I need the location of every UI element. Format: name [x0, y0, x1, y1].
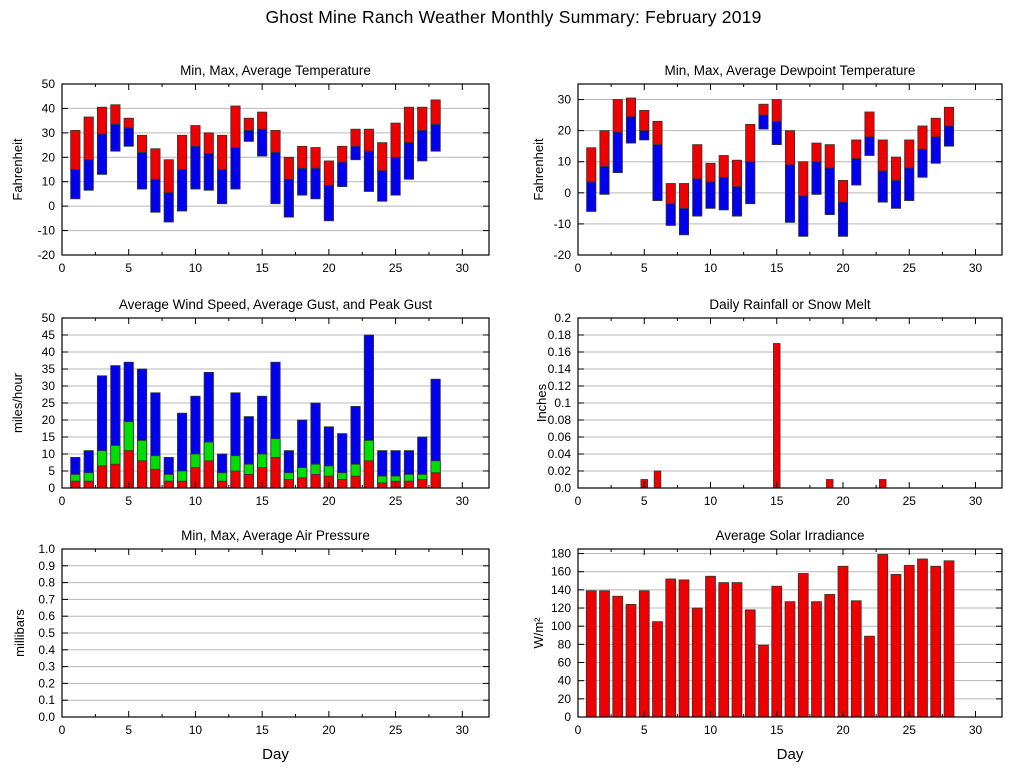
- y-tick-label: 20: [557, 691, 571, 706]
- x-tick-label: 15: [255, 261, 269, 275]
- solar-bar-day-2: [600, 591, 610, 717]
- y-tick-label: 0.18: [547, 328, 571, 342]
- y-tick-label: 30: [41, 125, 55, 140]
- temperature-avgmax-bar-day-24: [378, 143, 387, 171]
- chart-dewpoint: [513, 40, 1027, 290]
- solar-bar-day-27: [931, 566, 941, 717]
- y-tick-label: 0.4: [38, 642, 55, 657]
- dewpoint-avgmax-bar-day-17: [799, 162, 808, 196]
- x-tick-label: 20: [836, 723, 850, 737]
- wind-red-bar-day-23: [364, 461, 373, 488]
- temperature-avgmax-bar-day-21: [338, 146, 347, 162]
- solar-bar-day-24: [891, 574, 901, 717]
- dewpoint-minavg-bar-day-13: [746, 162, 755, 204]
- temperature-avgmax-bar-day-9: [177, 135, 186, 169]
- dewpoint-avgmax-bar-day-1: [587, 148, 596, 182]
- dewpoint-avgmax-bar-day-12: [732, 160, 741, 186]
- dewpoint-avgmax-bar-day-2: [600, 131, 609, 167]
- solar-bar-day-9: [692, 608, 702, 717]
- dewpoint-avgmax-bar-day-11: [719, 156, 728, 178]
- dewpoint-minavg-bar-day-11: [719, 177, 728, 210]
- solar-bar-day-8: [679, 580, 689, 717]
- temperature-avgmax-bar-day-11: [204, 133, 213, 154]
- chart-temperature: [0, 40, 513, 290]
- dewpoint-avgmax-bar-day-14: [759, 104, 768, 115]
- solar-bar-day-6: [653, 622, 663, 717]
- temperature-minavg-bar-day-23: [364, 151, 373, 191]
- y-tick-label: 20: [41, 150, 55, 165]
- x-tick-label: 5: [640, 494, 648, 508]
- temperature-avgmax-bar-day-3: [97, 107, 106, 134]
- temperature-avgmax-bar-day-15: [257, 112, 266, 129]
- solar-bar-day-20: [838, 566, 848, 717]
- dewpoint-minavg-bar-day-26: [918, 149, 927, 177]
- temperature-minavg-bar-day-19: [311, 168, 320, 199]
- x-tick-label: 30: [455, 261, 469, 275]
- wind-red-bar-day-24: [378, 483, 387, 488]
- temperature-avgmax-bar-day-5: [124, 118, 133, 128]
- y-tick-label: 0.2: [554, 311, 571, 325]
- y-tick-label: 0.1: [554, 396, 571, 410]
- wind-plot: [0, 278, 513, 518]
- wind-red-bar-day-27: [418, 480, 427, 489]
- y-axis-label: miles/hour: [10, 373, 25, 433]
- x-tick-label: 20: [322, 723, 336, 737]
- y-tick-label: 80: [557, 637, 571, 652]
- y-tick-label: 60: [557, 655, 571, 670]
- y-tick-label: -20: [553, 248, 571, 262]
- dewpoint-plot: [513, 40, 1027, 285]
- wind-red-bar-day-7: [151, 469, 160, 488]
- x-tick-label: 20: [322, 494, 336, 508]
- solar-bar-day-22: [865, 636, 875, 717]
- y-tick-label: 30: [41, 379, 55, 393]
- y-axis-label: Fahrenheit: [531, 138, 546, 201]
- x-tick-label: 15: [255, 723, 269, 737]
- dewpoint-avgmax-bar-day-28: [944, 107, 953, 126]
- chart-title: Min, Max, Average Dewpoint Temperature: [664, 63, 916, 78]
- dewpoint-minavg-bar-day-22: [865, 137, 874, 156]
- solar-bar-day-18: [812, 602, 822, 717]
- temperature-avgmax-bar-day-1: [71, 130, 80, 169]
- y-axis-label: Inches: [534, 383, 549, 423]
- y-tick-label: 40: [41, 345, 55, 359]
- wind-red-bar-day-16: [271, 457, 280, 488]
- y-tick-label: 15: [41, 430, 55, 444]
- y-tick-label: 160: [550, 564, 571, 579]
- solar-bar-day-19: [825, 594, 835, 717]
- wind-red-bar-day-26: [404, 481, 413, 488]
- y-tick-label: 10: [557, 154, 571, 169]
- x-tick-label: 20: [322, 261, 336, 275]
- wind-red-bar-day-18: [298, 478, 307, 488]
- x-tick-label: 5: [640, 261, 648, 275]
- dewpoint-avgmax-bar-day-26: [918, 126, 927, 149]
- dewpoint-minavg-bar-day-12: [732, 187, 741, 217]
- x-tick-label: 10: [703, 261, 718, 275]
- y-tick-label: 0: [564, 710, 571, 724]
- temperature-minavg-bar-day-4: [111, 124, 120, 151]
- y-tick-label: 0: [48, 481, 55, 495]
- temperature-avgmax-bar-day-27: [418, 107, 427, 130]
- chart-title: Average Wind Speed, Average Gust, and Peak Gust: [118, 297, 433, 312]
- x-tick-label: 0: [58, 261, 66, 275]
- dewpoint-avgmax-bar-day-6: [653, 121, 662, 144]
- dewpoint-minavg-bar-day-6: [653, 145, 662, 201]
- y-tick-label: 1.0: [38, 542, 55, 556]
- rainfall-bar-day-23: [879, 480, 886, 489]
- solar-bar-day-12: [732, 583, 742, 717]
- chart-solar: [513, 518, 1027, 772]
- wind-red-bar-day-12: [217, 481, 226, 488]
- y-tick-label: 0: [564, 185, 571, 200]
- solar-plot: [513, 518, 1027, 772]
- temperature-minavg-bar-day-5: [124, 128, 133, 146]
- dewpoint-minavg-bar-day-9: [693, 179, 702, 216]
- dewpoint-minavg-bar-day-21: [852, 159, 861, 185]
- x-tick-label: 30: [968, 494, 983, 508]
- temperature-avgmax-bar-day-19: [311, 148, 320, 169]
- y-tick-label: 0.14: [547, 362, 571, 376]
- temperature-avgmax-bar-day-17: [284, 157, 293, 179]
- y-tick-label: 20: [41, 413, 55, 427]
- x-tick-label: 0: [58, 494, 66, 508]
- y-tick-label: 0.7: [38, 592, 55, 607]
- pressure-plot: [0, 518, 513, 772]
- x-tick-label: 10: [188, 723, 203, 737]
- solar-bar-day-4: [626, 604, 636, 717]
- x-tick-label: 25: [388, 261, 403, 275]
- x-tick-label: 25: [902, 494, 916, 508]
- y-tick-label: 0: [48, 199, 55, 214]
- dewpoint-minavg-bar-day-17: [799, 196, 808, 236]
- y-tick-label: 0.5: [38, 626, 55, 640]
- wind-red-bar-day-21: [338, 480, 347, 489]
- dewpoint-minavg-bar-day-18: [812, 162, 821, 195]
- y-tick-label: 45: [41, 328, 55, 342]
- x-tick-label: 25: [902, 261, 916, 275]
- chart-title: Min, Max, Average Temperature: [180, 63, 371, 78]
- x-tick-label: 25: [388, 494, 403, 508]
- y-tick-label: 0.06: [547, 430, 571, 444]
- y-tick-label: 0.1: [38, 693, 55, 708]
- wind-red-bar-day-4: [111, 464, 120, 488]
- dewpoint-minavg-bar-day-2: [600, 166, 609, 194]
- x-tick-label: 30: [455, 723, 469, 737]
- chart-title: Min, Max, Average Air Pressure: [181, 528, 370, 543]
- x-tick-label: 20: [836, 494, 850, 508]
- temperature-minavg-bar-day-18: [298, 168, 307, 195]
- x-tick-label: 10: [703, 494, 718, 508]
- dewpoint-minavg-bar-day-14: [759, 115, 768, 129]
- temperature-avgmax-bar-day-13: [231, 106, 240, 148]
- dewpoint-minavg-bar-day-23: [878, 171, 887, 202]
- solar-bar-day-11: [719, 583, 729, 717]
- rainfall-bar-day-15: [773, 344, 780, 489]
- x-tick-label: 0: [574, 261, 582, 275]
- temperature-avgmax-bar-day-16: [271, 130, 280, 152]
- wind-red-bar-day-3: [97, 466, 106, 488]
- dewpoint-avgmax-bar-day-7: [666, 183, 675, 203]
- y-tick-label: 0.8: [38, 575, 55, 590]
- x-tick-label: 15: [255, 494, 269, 508]
- dewpoint-avgmax-bar-day-5: [640, 110, 649, 130]
- y-tick-label: 0.16: [547, 345, 571, 359]
- y-tick-label: -10: [37, 223, 55, 238]
- x-axis-label: Day: [262, 746, 289, 763]
- temperature-minavg-bar-day-1: [71, 170, 80, 199]
- solar-bar-day-1: [586, 591, 596, 717]
- dewpoint-avgmax-bar-day-3: [613, 100, 622, 133]
- dewpoint-avgmax-bar-day-22: [865, 112, 874, 137]
- y-tick-label: 0.04: [547, 447, 571, 461]
- solar-bar-day-21: [851, 601, 861, 717]
- x-tick-label: 0: [574, 494, 582, 508]
- x-tick-label: 30: [968, 261, 983, 275]
- x-tick-label: 0: [574, 723, 582, 737]
- dewpoint-avgmax-bar-day-8: [679, 183, 688, 208]
- y-tick-label: 25: [41, 396, 55, 410]
- chart-rainfall: [513, 278, 1027, 523]
- wind-red-bar-day-13: [231, 471, 240, 488]
- solar-bar-day-13: [745, 610, 755, 717]
- temperature-avgmax-bar-day-12: [217, 135, 226, 169]
- y-tick-label: 50: [41, 77, 55, 91]
- solar-bar-day-23: [878, 554, 888, 717]
- x-tick-label: 25: [388, 723, 403, 737]
- wind-red-bar-day-14: [244, 474, 253, 488]
- dewpoint-minavg-bar-day-1: [587, 182, 596, 212]
- x-tick-label: 5: [125, 723, 133, 737]
- dewpoint-avgmax-bar-day-20: [838, 180, 847, 202]
- temperature-avgmax-bar-day-26: [404, 107, 413, 142]
- solar-bar-day-15: [772, 586, 782, 717]
- temperature-minavg-bar-day-27: [418, 130, 427, 161]
- y-tick-label: 0.0: [38, 710, 55, 724]
- dewpoint-minavg-bar-day-10: [706, 182, 715, 208]
- temperature-minavg-bar-day-13: [231, 148, 240, 190]
- temperature-avgmax-bar-day-18: [298, 146, 307, 168]
- y-tick-label: 0.08: [547, 413, 571, 427]
- y-tick-label: 0.9: [38, 558, 55, 573]
- page-title: Ghost Mine Ranch Weather Monthly Summary: February 2019: [265, 7, 762, 27]
- x-tick-label: 10: [703, 723, 718, 737]
- y-tick-label: 0.6: [38, 609, 55, 624]
- solar-bar-day-5: [639, 591, 649, 717]
- x-tick-label: 30: [968, 723, 983, 737]
- temperature-minavg-bar-day-9: [177, 170, 186, 212]
- dewpoint-minavg-bar-day-7: [666, 204, 675, 226]
- y-tick-label: 40: [557, 673, 571, 688]
- rainfall-plot: [513, 278, 1027, 518]
- solar-bar-day-14: [759, 645, 769, 717]
- y-axis-label: W/m²: [531, 617, 546, 649]
- temperature-avgmax-bar-day-23: [364, 129, 373, 151]
- solar-bar-day-10: [706, 576, 716, 717]
- temperature-minavg-bar-day-26: [404, 143, 413, 180]
- temperature-minavg-bar-day-11: [204, 154, 213, 191]
- x-tick-label: 5: [125, 261, 133, 275]
- x-tick-label: 0: [58, 723, 66, 737]
- temperature-minavg-bar-day-8: [164, 193, 173, 222]
- dewpoint-minavg-bar-day-19: [825, 168, 834, 215]
- rainfall-bar-day-19: [826, 480, 833, 489]
- dewpoint-minavg-bar-day-5: [640, 131, 649, 140]
- dewpoint-avgmax-bar-day-21: [852, 140, 861, 159]
- chart-wind: [0, 278, 513, 523]
- x-tick-label: 5: [125, 494, 133, 508]
- temperature-minavg-bar-day-10: [191, 146, 200, 189]
- x-tick-label: 20: [836, 261, 850, 275]
- x-tick-label: 15: [770, 494, 784, 508]
- y-tick-label: 0.0: [554, 481, 571, 495]
- dewpoint-minavg-bar-day-4: [626, 117, 635, 143]
- solar-bar-day-25: [904, 565, 914, 717]
- x-tick-label: 10: [188, 494, 203, 508]
- solar-bar-day-3: [613, 596, 623, 717]
- temperature-minavg-bar-day-25: [391, 157, 400, 195]
- dewpoint-minavg-bar-day-25: [905, 168, 914, 201]
- temperature-avgmax-bar-day-28: [431, 100, 440, 124]
- temperature-avgmax-bar-day-2: [84, 117, 93, 160]
- temperature-minavg-bar-day-28: [431, 124, 440, 151]
- temperature-avgmax-bar-day-7: [151, 149, 160, 180]
- temperature-minavg-bar-day-12: [217, 170, 226, 204]
- y-axis-label: millibars: [12, 609, 27, 657]
- wind-red-bar-day-17: [284, 480, 293, 489]
- temperature-avgmax-bar-day-22: [351, 129, 360, 146]
- y-tick-label: -10: [553, 216, 571, 231]
- temperature-minavg-bar-day-7: [151, 179, 160, 212]
- dewpoint-minavg-bar-day-16: [785, 165, 794, 223]
- y-tick-label: 10: [41, 174, 55, 189]
- dewpoint-avgmax-bar-day-18: [812, 143, 821, 162]
- dewpoint-minavg-bar-day-27: [931, 137, 940, 163]
- x-tick-label: 15: [770, 723, 784, 737]
- temperature-avgmax-bar-day-25: [391, 123, 400, 157]
- dewpoint-minavg-bar-day-8: [679, 208, 688, 234]
- y-tick-label: 0.12: [547, 379, 571, 393]
- wind-red-bar-day-22: [351, 476, 360, 488]
- y-tick-label: -20: [37, 248, 55, 262]
- wind-red-bar-day-9: [177, 481, 186, 488]
- y-tick-label: 30: [557, 92, 571, 107]
- dewpoint-avgmax-bar-day-9: [693, 145, 702, 179]
- dewpoint-avgmax-bar-day-13: [746, 124, 755, 161]
- dewpoint-avgmax-bar-day-19: [825, 145, 834, 168]
- y-tick-label: 35: [41, 362, 55, 376]
- y-tick-label: 50: [41, 311, 55, 325]
- solar-bar-day-7: [666, 579, 676, 717]
- y-tick-label: 0.2: [38, 676, 55, 691]
- temperature-minavg-bar-day-22: [351, 146, 360, 159]
- x-axis-label: Day: [776, 746, 804, 763]
- temperature-plot: [0, 40, 513, 285]
- y-tick-label: 120: [550, 601, 571, 616]
- temperature-avgmax-bar-day-20: [324, 161, 333, 185]
- x-tick-label: 5: [640, 723, 648, 737]
- temperature-avgmax-bar-day-4: [111, 105, 120, 125]
- rainfall-bar-day-6: [654, 471, 661, 488]
- y-tick-label: 5: [48, 464, 55, 478]
- dewpoint-avgmax-bar-day-15: [772, 100, 781, 122]
- x-tick-label: 10: [188, 261, 203, 275]
- dewpoint-minavg-bar-day-15: [772, 121, 781, 144]
- y-tick-label: 10: [41, 447, 55, 461]
- temperature-minavg-bar-day-24: [378, 171, 387, 202]
- wind-red-bar-day-2: [84, 481, 93, 488]
- x-tick-label: 25: [902, 723, 916, 737]
- dewpoint-minavg-bar-day-24: [891, 180, 900, 208]
- wind-red-bar-day-28: [431, 473, 440, 488]
- wind-red-bar-day-8: [164, 481, 173, 488]
- y-axis-label: Fahrenheit: [10, 138, 25, 201]
- solar-bar-day-28: [944, 561, 954, 717]
- chart-title: Average Solar Irradiance: [715, 528, 865, 543]
- y-tick-label: 0.3: [38, 659, 55, 674]
- temperature-minavg-bar-day-21: [338, 162, 347, 186]
- x-tick-label: 15: [770, 261, 784, 275]
- dewpoint-avgmax-bar-day-27: [931, 118, 940, 137]
- temperature-minavg-bar-day-3: [97, 134, 106, 174]
- dewpoint-avgmax-bar-day-16: [785, 131, 794, 165]
- temperature-avgmax-bar-day-6: [137, 135, 146, 152]
- solar-bar-day-17: [798, 574, 808, 717]
- dewpoint-avgmax-bar-day-10: [706, 163, 715, 182]
- dewpoint-minavg-bar-day-3: [613, 132, 622, 172]
- y-tick-label: 40: [41, 101, 55, 116]
- wind-red-bar-day-1: [71, 481, 80, 488]
- temperature-avgmax-bar-day-14: [244, 118, 253, 130]
- y-tick-label: 180: [550, 546, 571, 561]
- dewpoint-avgmax-bar-day-25: [905, 140, 914, 168]
- y-tick-label: 140: [550, 582, 571, 597]
- temperature-minavg-bar-day-14: [244, 130, 253, 141]
- dewpoint-avgmax-bar-day-4: [626, 98, 635, 117]
- y-tick-label: 0.02: [547, 464, 571, 478]
- temperature-avgmax-bar-day-10: [191, 126, 200, 147]
- temperature-minavg-bar-day-6: [137, 152, 146, 189]
- wind-red-bar-day-11: [204, 461, 213, 488]
- chart-pressure: [0, 518, 513, 772]
- temperature-avgmax-bar-day-8: [164, 160, 173, 193]
- temperature-minavg-bar-day-16: [271, 152, 280, 203]
- dewpoint-minavg-bar-day-28: [944, 126, 953, 146]
- temperature-minavg-bar-day-2: [84, 160, 93, 191]
- dewpoint-avgmax-bar-day-23: [878, 140, 887, 171]
- dewpoint-avgmax-bar-day-24: [891, 157, 900, 180]
- dewpoint-minavg-bar-day-20: [838, 202, 847, 236]
- x-tick-label: 30: [455, 494, 469, 508]
- wind-red-bar-day-6: [137, 461, 146, 488]
- chart-title: Daily Rainfall or Snow Melt: [709, 297, 871, 312]
- temperature-minavg-bar-day-20: [324, 185, 333, 220]
- wind-red-bar-day-19: [311, 474, 320, 488]
- temperature-minavg-bar-day-15: [257, 129, 266, 156]
- y-tick-label: 100: [550, 619, 571, 634]
- temperature-minavg-bar-day-17: [284, 179, 293, 217]
- solar-bar-day-26: [918, 559, 928, 717]
- solar-bar-day-16: [785, 602, 795, 717]
- y-tick-label: 20: [557, 123, 571, 138]
